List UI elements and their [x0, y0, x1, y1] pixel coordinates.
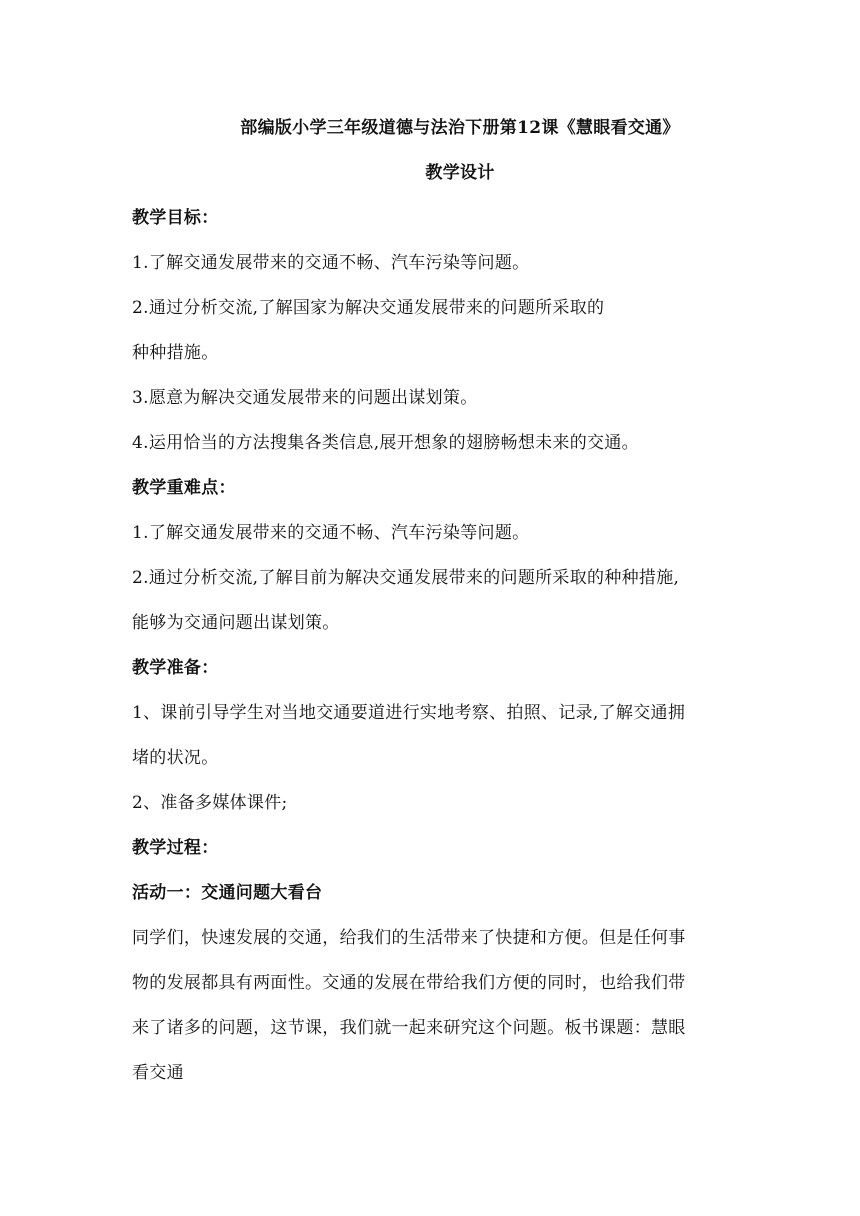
preparation-heading: 教学准备： [132, 658, 219, 678]
objectives-line: 4.运用恰当的方法搜集各类信息,展开想象的翅膀畅想未来的交通。 [132, 433, 639, 453]
process-paragraph-line: 物的发展都具有两面性。交通的发展在带给我们方便的同时，也给我们带 [132, 973, 686, 993]
process-heading: 教学过程： [132, 838, 219, 858]
key-points-line: 2.通过分析交流,了解目前为解决交通发展带来的问题所采取的种种措施, [132, 568, 680, 588]
key-points-heading: 教学重难点： [132, 478, 236, 498]
preparation-line: 1、课前引导学生对当地交通要道进行实地考察、拍照、记录,了解交通拥 [132, 703, 686, 723]
process-paragraph-line: 来了诸多的问题，这节课，我们就一起来研究这个问题。板书课题：慧眼 [132, 1018, 686, 1038]
objectives-line: 1.了解交通发展带来的交通不畅、汽车污染等问题。 [132, 253, 530, 273]
document-title: 部编版小学三年级道德与法治下册第12课《慧眼看交通》 [240, 118, 680, 138]
objectives-line: 3.愿意为解决交通发展带来的问题出谋划策。 [132, 388, 478, 408]
process-paragraph-line: 同学们，快速发展的交通，给我们的生活带来了快捷和方便。但是任何事 [132, 928, 686, 948]
objectives-heading: 教学目标： [132, 208, 219, 228]
key-points-line: 能够为交通问题出谋划策。 [132, 613, 340, 633]
key-points-line: 1.了解交通发展带来的交通不畅、汽车污染等问题。 [132, 523, 530, 543]
objectives-line: 种种措施。 [132, 343, 219, 363]
preparation-line: 2、准备多媒体课件; [132, 793, 288, 813]
activity-title: 活动一：交通问题大看台 [132, 883, 323, 903]
process-paragraph-line: 看交通 [132, 1063, 184, 1083]
objectives-line: 2.通过分析交流,了解国家为解决交通发展带来的问题所采取的 [132, 298, 605, 318]
document-subtitle: 教学设计 [425, 163, 495, 183]
preparation-line: 堵的状况。 [132, 748, 219, 768]
